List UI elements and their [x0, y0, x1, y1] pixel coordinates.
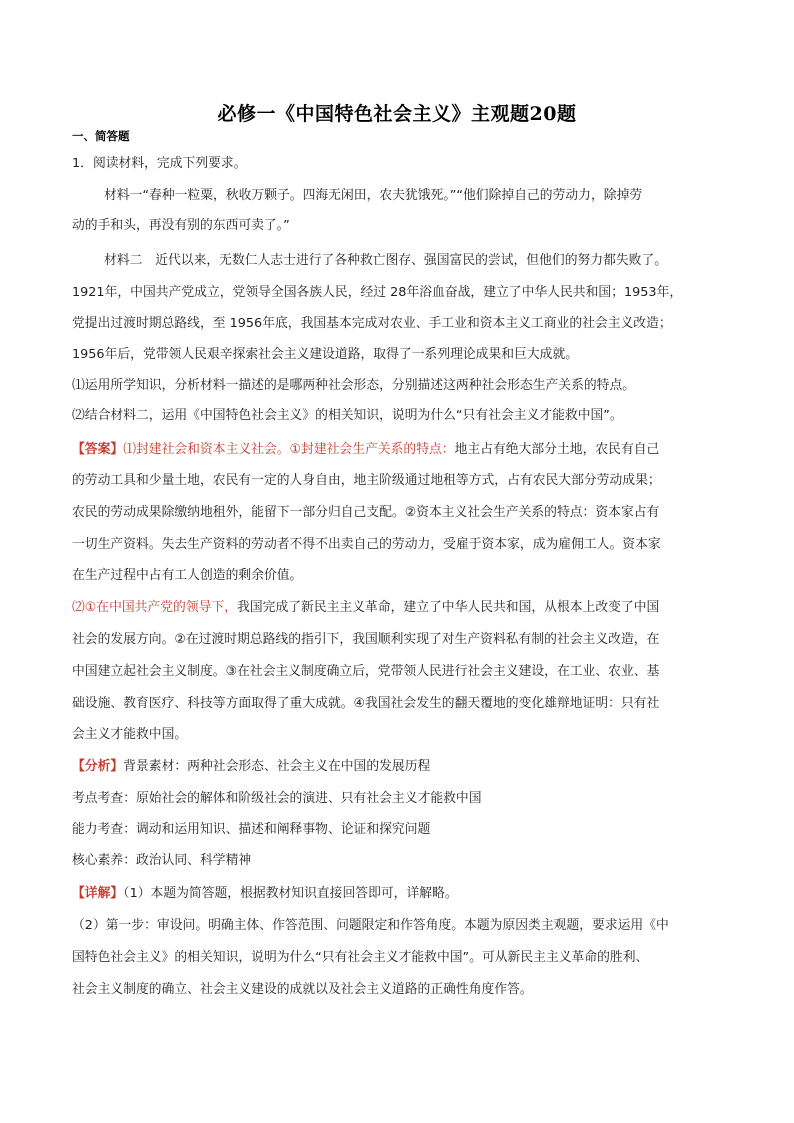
question-part-2: ⑵结合材料二，运用《中国特色社会主义》的相关知识，说明为什么“只有社会主义才能救中国”。: [72, 408, 623, 423]
material2-line-2: 1921年，中国共产党成立，党领导全国各族人民，经过 28年浴血奋战，建立了中华人民共和国；1953年，: [72, 285, 683, 300]
answer-a2-line-2: 社会的发展方向。②在过渡时期总路线的指引下，我国顺利实现了对生产资料私有制的社会主义改造，在: [72, 632, 660, 647]
material2-line-3: 党提出过渡时期总路线，至 1956年底，我国基本完成对农业、手工业和资本主义工商业的社会主义改造；: [72, 316, 672, 331]
analysis-background: 背景素材：两种社会形态、社会主义在中国的发展历程: [123, 759, 431, 774]
detail-label: 【详解】: [72, 886, 124, 901]
answer-a2-line-3: 中国建立起社会主义制度。③在社会主义制度确立后，党带领人民进行社会主义建设，在工业、农业、基: [72, 664, 660, 679]
answer-a1-line-5: 在生产过程中占有工人创造的剩余价值。: [72, 568, 303, 583]
answer-a1-line-2: 的劳动工具和少量土地，农民有一定的人身自由，地主阶级通过地租等方式，占有农民大部分劳动成果；: [72, 473, 661, 488]
material2-line-1: 材料二 近代以来，无数仁人志士进行了各种救亡图存、强国富民的尝试，但他们的努力都失败了。: [104, 253, 668, 268]
analysis-label: 【分析】: [72, 759, 124, 774]
analysis-ability: 能力考查：调动和运用知识、描述和阐释事物、论证和探究问题: [72, 822, 431, 837]
answer-a1-tail: 地主占有绝大部分土地，农民有自己: [454, 442, 660, 457]
answer-a2-line-1: [72, 598, 659, 618]
detail-line-4: 社会主义制度的确立、社会主义建设的成就以及社会主义道路的正确性角度作答。: [72, 982, 533, 997]
material2-line-4: 1956年后，党带领人民艰辛探索社会主义建设道路，取得了一系列理论成果和巨大成就。: [72, 347, 579, 362]
section-heading: 一、简答题: [72, 129, 130, 143]
answer-a2-red: ⑵①在中国共产党的领导下，: [72, 600, 238, 615]
material1-line-1: 材料一“春种一粒粟，秋收万颗子。四海无闲田，农夫犹饿死。”“他们除掉自己的劳动力，除掉劳: [104, 188, 643, 203]
analysis-points: 考点考查：原始社会的解体和阶级社会的演进、只有社会主义才能救中国: [72, 791, 482, 806]
document-title: 必修一《中国特色社会主义》主观题20题: [217, 103, 577, 125]
answer-label: 【答案】: [72, 442, 124, 457]
question-part-1: ⑴运用所学知识，分析材料一描述的是哪两种社会形态，分别描述这两种社会形态生产关系的特点。: [72, 378, 636, 393]
answer-line-1: [72, 440, 659, 460]
material1-line-2: 动的手和头，再没有别的东西可卖了。”: [72, 218, 290, 233]
question-number: 1．阅读材料，完成下列要求。: [72, 156, 247, 171]
answer-a1-line-4: 一切生产资料。失去生产资料的劳动者不得不出卖自己的劳动力，受雇于资本家，成为雇佣工人。资本家: [72, 537, 661, 552]
answer-a2-line-4: 础设施、教育医疗、科技等方面取得了重大成就。④我国社会发生的翻天覆地的变化雄辩地证明：只有社: [72, 696, 660, 711]
answer-a1-line-3: 农民的劳动成果除缴纳地租外，能留下一部分归自己支配。②资本主义社会生产关系的特点：资本家占有: [72, 505, 660, 520]
answer-a2-line-5: 会主义才能救中国。: [72, 727, 188, 742]
detail-line-1: [72, 884, 458, 904]
analysis-literacy: 核心素养：政治认同、科学精神: [72, 853, 252, 868]
analysis-line-1: [72, 757, 430, 777]
answer-a1-head: ⑴封建社会和资本主义社会。: [123, 442, 290, 457]
detail-line-2: （2）第一步：审设问。明确主体、作答范围、问题限定和作答角度。本题为原因类主观题，要求运用《中: [72, 918, 669, 933]
detail-line-3: 国特色社会主义》的相关知识，说明为什么“只有社会主义才能救中国”。可从新民主主义革命的胜利、: [72, 950, 649, 965]
answer-a1-red: ①封建社会生产关系的特点：: [289, 442, 455, 457]
answer-a2-tail: 我国完成了新民主主义革命，建立了中华人民共和国，从根本上改变了中国: [237, 600, 660, 615]
detail-part-1: （1）本题为简答题，根据教材知识直接回答即可，详解略。: [123, 886, 458, 901]
